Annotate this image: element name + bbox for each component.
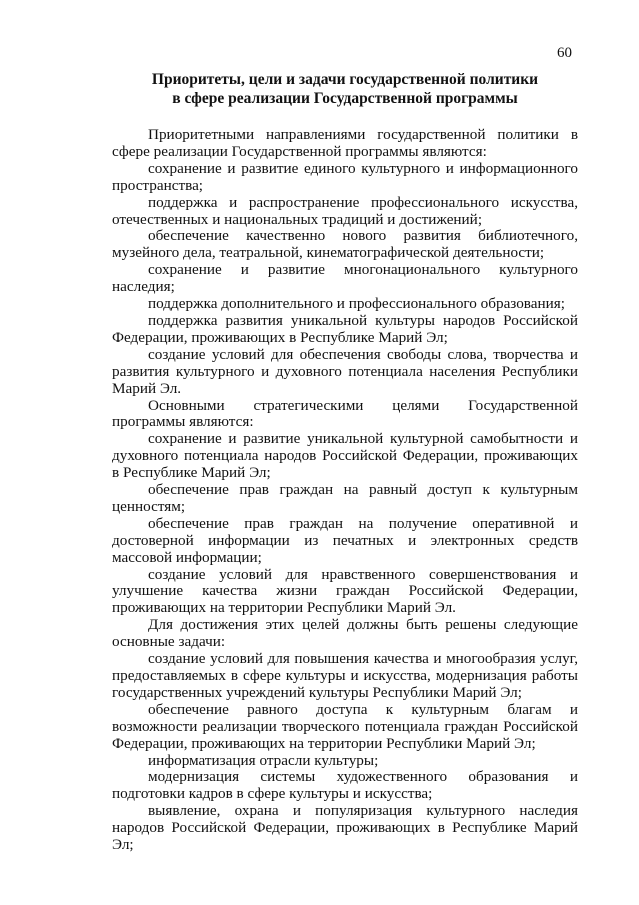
paragraph: сохранение и развитие многонационального культурного наследия; bbox=[112, 261, 578, 296]
paragraph: создание условий для нравственного совершенствования и улучшение качества жизни граждан Российской Федерации, проживающих на территории Республики Марий Эл. bbox=[112, 565, 578, 617]
paragraph: создание условий для обеспечения свободы слова, творчества и развития культурного и духовного потенциала населения Республики Марий Эл. bbox=[112, 345, 578, 397]
paragraph: Приоритетными направлениями государственной политики в сфере реализации Государственной программы являются: bbox=[112, 126, 578, 160]
paragraph: Для достижения этих целей должны быть решены следующие основные задачи: bbox=[112, 616, 578, 651]
section-title bbox=[112, 70, 578, 108]
paragraph: создание условий для повышения качества и многообразия услуг, предоставляемых в сфере культуры и искусства, модернизация работы государственных учреждений культуры Республики Марий Эл; bbox=[112, 650, 578, 701]
paragraph: обеспечение равного доступа к культурным благам и возможности реализации творческого потенциала граждан Российской Федерации, проживающих на территории Республики Марий Эл; bbox=[112, 700, 578, 752]
paragraph: модернизация системы художественного образования и подготовки кадров в сфере культуры и искусства; bbox=[112, 768, 578, 803]
paragraph: обеспечение прав граждан на получение оперативной и достоверной информации из печатных и электронных средств массовой информации; bbox=[112, 514, 578, 566]
page-number: 60 bbox=[557, 45, 572, 61]
paragraph: поддержка дополнительного и профессионального образования; bbox=[148, 295, 565, 313]
section-title-line-1: Приоритеты, цели и задачи государственной политики bbox=[151, 71, 539, 88]
body-text bbox=[112, 127, 578, 854]
paragraph: поддержка и распространение профессионального искусства, отечественных и национальных традиций и достижений; bbox=[112, 193, 578, 228]
paragraph: Основными стратегическими целями Государственной программы являются: bbox=[112, 396, 578, 431]
paragraph: выявление, охрана и популяризация культурного наследия народов Российской Федерации, проживающих в Республике Марий Эл; bbox=[112, 802, 578, 854]
paragraph: информатизация отрасли культуры; bbox=[148, 751, 379, 769]
paragraph: сохранение и развитие единого культурного и информационного пространства; bbox=[112, 159, 578, 194]
paragraph: поддержка развития уникальной культуры народов Российской Федерации, проживающих в Республике Марий Эл; bbox=[112, 311, 578, 346]
paragraph: сохранение и развитие уникальной культурной самобытности и духовного потенциала народов Российской Федерации, проживающих в Республике Марий Эл; bbox=[112, 430, 578, 482]
section-title-line-2: в сфере реализации Государственной программы bbox=[172, 90, 518, 107]
paragraph: обеспечение качественно нового развития библиотечного, музейного дела, театральной, кинематографической деятельности; bbox=[112, 227, 578, 262]
paragraph: обеспечение прав граждан на равный доступ к культурным ценностям; bbox=[112, 481, 578, 515]
